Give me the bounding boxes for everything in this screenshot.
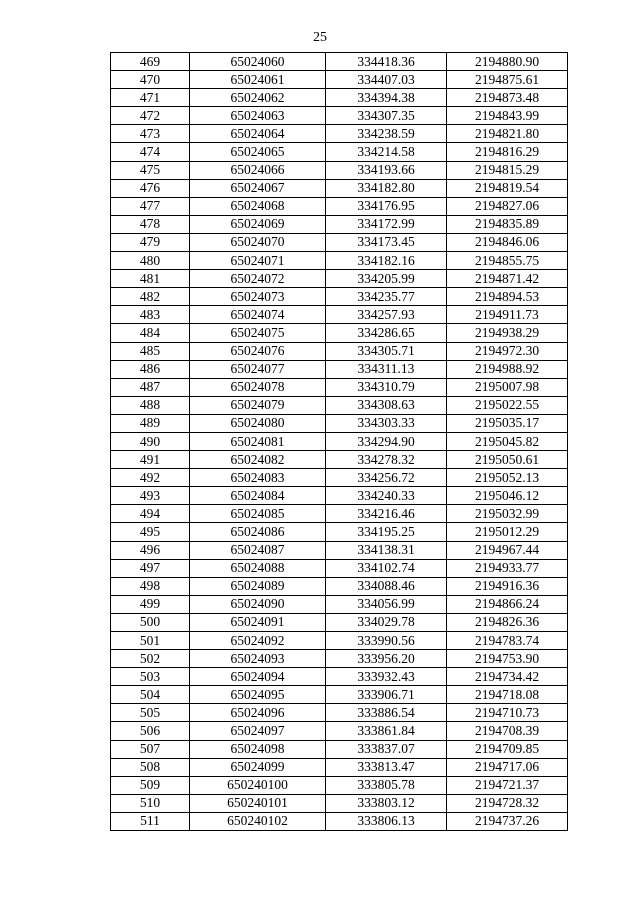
table-row xyxy=(111,161,568,179)
code-cell: 650240101 xyxy=(190,794,326,812)
x-coordinate-cell: 334182.16 xyxy=(326,252,447,270)
table-row xyxy=(111,360,568,378)
point-number-cell: 504 xyxy=(111,686,190,704)
y-coordinate-cell: 2194753.90 xyxy=(447,650,568,668)
x-coordinate-cell: 334418.36 xyxy=(326,53,447,71)
code-cell: 65024076 xyxy=(190,342,326,360)
y-coordinate-cell: 2194826.36 xyxy=(447,613,568,631)
x-coordinate-cell: 334256.72 xyxy=(326,469,447,487)
point-number-cell: 469 xyxy=(111,53,190,71)
point-number-cell: 495 xyxy=(111,523,190,541)
table-row xyxy=(111,215,568,233)
point-number-cell: 511 xyxy=(111,812,190,830)
x-coordinate-cell: 334088.46 xyxy=(326,577,447,595)
y-coordinate-cell: 2194967.44 xyxy=(447,541,568,559)
x-coordinate-cell: 333806.13 xyxy=(326,812,447,830)
y-coordinate-cell: 2194737.26 xyxy=(447,812,568,830)
table-row xyxy=(111,451,568,469)
y-coordinate-cell: 2195012.29 xyxy=(447,523,568,541)
x-coordinate-cell: 334303.33 xyxy=(326,414,447,432)
table-row xyxy=(111,758,568,776)
x-coordinate-cell: 334195.25 xyxy=(326,523,447,541)
table-row xyxy=(111,740,568,758)
code-cell: 65024060 xyxy=(190,53,326,71)
y-coordinate-cell: 2195032.99 xyxy=(447,505,568,523)
x-coordinate-cell: 334176.95 xyxy=(326,197,447,215)
y-coordinate-cell: 2194873.48 xyxy=(447,89,568,107)
code-cell: 65024071 xyxy=(190,252,326,270)
code-cell: 65024081 xyxy=(190,432,326,450)
code-cell: 65024068 xyxy=(190,197,326,215)
point-number-cell: 494 xyxy=(111,505,190,523)
x-coordinate-cell: 334257.93 xyxy=(326,306,447,324)
code-cell: 65024085 xyxy=(190,505,326,523)
x-coordinate-cell: 334394.38 xyxy=(326,89,447,107)
point-number-cell: 508 xyxy=(111,758,190,776)
table-row xyxy=(111,559,568,577)
table-row xyxy=(111,179,568,197)
code-cell: 65024091 xyxy=(190,613,326,631)
point-number-cell: 486 xyxy=(111,360,190,378)
point-number-cell: 496 xyxy=(111,541,190,559)
y-coordinate-cell: 2194816.29 xyxy=(447,143,568,161)
table-row xyxy=(111,541,568,559)
table-row xyxy=(111,577,568,595)
code-cell: 65024097 xyxy=(190,722,326,740)
table-row xyxy=(111,668,568,686)
code-cell: 65024075 xyxy=(190,324,326,342)
code-cell: 65024073 xyxy=(190,288,326,306)
table-row xyxy=(111,143,568,161)
point-number-cell: 481 xyxy=(111,270,190,288)
x-coordinate-cell: 334307.35 xyxy=(326,107,447,125)
y-coordinate-cell: 2194894.53 xyxy=(447,288,568,306)
point-number-cell: 477 xyxy=(111,197,190,215)
y-coordinate-cell: 2194871.42 xyxy=(447,270,568,288)
code-cell: 65024077 xyxy=(190,360,326,378)
code-cell: 65024083 xyxy=(190,469,326,487)
y-coordinate-cell: 2194783.74 xyxy=(447,632,568,650)
x-coordinate-cell: 334214.58 xyxy=(326,143,447,161)
code-cell: 65024064 xyxy=(190,125,326,143)
table-row xyxy=(111,306,568,324)
y-coordinate-cell: 2194916.36 xyxy=(447,577,568,595)
y-coordinate-cell: 2194855.75 xyxy=(447,252,568,270)
x-coordinate-cell: 334173.45 xyxy=(326,233,447,251)
table-row xyxy=(111,252,568,270)
y-coordinate-cell: 2194911.73 xyxy=(447,306,568,324)
table-row xyxy=(111,432,568,450)
code-cell: 65024086 xyxy=(190,523,326,541)
table-row xyxy=(111,125,568,143)
y-coordinate-cell: 2195022.55 xyxy=(447,396,568,414)
point-number-cell: 472 xyxy=(111,107,190,125)
code-cell: 65024090 xyxy=(190,595,326,613)
x-coordinate-cell: 334311.13 xyxy=(326,360,447,378)
table-row xyxy=(111,613,568,631)
code-cell: 65024067 xyxy=(190,179,326,197)
x-coordinate-cell: 334193.66 xyxy=(326,161,447,179)
table-row xyxy=(111,650,568,668)
point-number-cell: 488 xyxy=(111,396,190,414)
code-cell: 65024080 xyxy=(190,414,326,432)
table-row xyxy=(111,794,568,812)
point-number-cell: 478 xyxy=(111,215,190,233)
y-coordinate-cell: 2194938.29 xyxy=(447,324,568,342)
y-coordinate-cell: 2194721.37 xyxy=(447,776,568,794)
x-coordinate-cell: 334235.77 xyxy=(326,288,447,306)
point-number-cell: 490 xyxy=(111,432,190,450)
y-coordinate-cell: 2194734.42 xyxy=(447,668,568,686)
table-row xyxy=(111,233,568,251)
coordinates-table xyxy=(110,52,568,831)
code-cell: 650240100 xyxy=(190,776,326,794)
point-number-cell: 498 xyxy=(111,577,190,595)
y-coordinate-cell: 2194718.08 xyxy=(447,686,568,704)
table-row xyxy=(111,53,568,71)
y-coordinate-cell: 2194866.24 xyxy=(447,595,568,613)
code-cell: 65024063 xyxy=(190,107,326,125)
point-number-cell: 509 xyxy=(111,776,190,794)
point-number-cell: 501 xyxy=(111,632,190,650)
x-coordinate-cell: 334172.99 xyxy=(326,215,447,233)
point-number-cell: 474 xyxy=(111,143,190,161)
x-coordinate-cell: 333990.56 xyxy=(326,632,447,650)
x-coordinate-cell: 334205.99 xyxy=(326,270,447,288)
point-number-cell: 475 xyxy=(111,161,190,179)
point-number-cell: 492 xyxy=(111,469,190,487)
x-coordinate-cell: 333861.84 xyxy=(326,722,447,740)
point-number-cell: 482 xyxy=(111,288,190,306)
code-cell: 65024062 xyxy=(190,89,326,107)
table-row xyxy=(111,704,568,722)
code-cell: 65024088 xyxy=(190,559,326,577)
code-cell: 65024070 xyxy=(190,233,326,251)
x-coordinate-cell: 334029.78 xyxy=(326,613,447,631)
point-number-cell: 476 xyxy=(111,179,190,197)
y-coordinate-cell: 2195052.13 xyxy=(447,469,568,487)
table-row xyxy=(111,487,568,505)
x-coordinate-cell: 334240.33 xyxy=(326,487,447,505)
y-coordinate-cell: 2194835.89 xyxy=(447,215,568,233)
y-coordinate-cell: 2195035.17 xyxy=(447,414,568,432)
point-number-cell: 507 xyxy=(111,740,190,758)
point-number-cell: 489 xyxy=(111,414,190,432)
x-coordinate-cell: 334056.99 xyxy=(326,595,447,613)
point-number-cell: 484 xyxy=(111,324,190,342)
code-cell: 65024066 xyxy=(190,161,326,179)
point-number-cell: 505 xyxy=(111,704,190,722)
table-row xyxy=(111,686,568,704)
code-cell: 65024072 xyxy=(190,270,326,288)
code-cell: 65024099 xyxy=(190,758,326,776)
table-body xyxy=(111,53,568,831)
point-number-cell: 497 xyxy=(111,559,190,577)
page-number: 25 xyxy=(313,30,327,45)
y-coordinate-cell: 2195050.61 xyxy=(447,451,568,469)
code-cell: 65024069 xyxy=(190,215,326,233)
point-number-cell: 502 xyxy=(111,650,190,668)
y-coordinate-cell: 2194717.06 xyxy=(447,758,568,776)
table-row xyxy=(111,288,568,306)
table-row xyxy=(111,270,568,288)
code-cell: 65024094 xyxy=(190,668,326,686)
x-coordinate-cell: 334407.03 xyxy=(326,71,447,89)
y-coordinate-cell: 2194843.99 xyxy=(447,107,568,125)
code-cell: 65024065 xyxy=(190,143,326,161)
code-cell: 65024096 xyxy=(190,704,326,722)
x-coordinate-cell: 334286.65 xyxy=(326,324,447,342)
x-coordinate-cell: 333837.07 xyxy=(326,740,447,758)
table-row xyxy=(111,89,568,107)
point-number-cell: 499 xyxy=(111,595,190,613)
table-row xyxy=(111,324,568,342)
y-coordinate-cell: 2195007.98 xyxy=(447,378,568,396)
x-coordinate-cell: 333932.43 xyxy=(326,668,447,686)
x-coordinate-cell: 333805.78 xyxy=(326,776,447,794)
code-cell: 65024092 xyxy=(190,632,326,650)
y-coordinate-cell: 2194875.61 xyxy=(447,71,568,89)
point-number-cell: 480 xyxy=(111,252,190,270)
x-coordinate-cell: 333906.71 xyxy=(326,686,447,704)
x-coordinate-cell: 334278.32 xyxy=(326,451,447,469)
y-coordinate-cell: 2194710.73 xyxy=(447,704,568,722)
point-number-cell: 473 xyxy=(111,125,190,143)
table-row xyxy=(111,71,568,89)
code-cell: 650240102 xyxy=(190,812,326,830)
point-number-cell: 506 xyxy=(111,722,190,740)
y-coordinate-cell: 2194988.92 xyxy=(447,360,568,378)
y-coordinate-cell: 2195046.12 xyxy=(447,487,568,505)
table-row xyxy=(111,342,568,360)
y-coordinate-cell: 2194708.39 xyxy=(447,722,568,740)
x-coordinate-cell: 333956.20 xyxy=(326,650,447,668)
point-number-cell: 479 xyxy=(111,233,190,251)
code-cell: 65024061 xyxy=(190,71,326,89)
x-coordinate-cell: 334102.74 xyxy=(326,559,447,577)
code-cell: 65024089 xyxy=(190,577,326,595)
table-row xyxy=(111,197,568,215)
code-cell: 65024079 xyxy=(190,396,326,414)
x-coordinate-cell: 334182.80 xyxy=(326,179,447,197)
code-cell: 65024078 xyxy=(190,378,326,396)
code-cell: 65024093 xyxy=(190,650,326,668)
table-row xyxy=(111,107,568,125)
table-row xyxy=(111,396,568,414)
code-cell: 65024095 xyxy=(190,686,326,704)
table-row xyxy=(111,595,568,613)
x-coordinate-cell: 334310.79 xyxy=(326,378,447,396)
code-cell: 65024098 xyxy=(190,740,326,758)
x-coordinate-cell: 334238.59 xyxy=(326,125,447,143)
y-coordinate-cell: 2195045.82 xyxy=(447,432,568,450)
table-row xyxy=(111,812,568,830)
table-row xyxy=(111,722,568,740)
table-row xyxy=(111,378,568,396)
x-coordinate-cell: 334294.90 xyxy=(326,432,447,450)
table-row xyxy=(111,469,568,487)
point-number-cell: 510 xyxy=(111,794,190,812)
y-coordinate-cell: 2194972.30 xyxy=(447,342,568,360)
point-number-cell: 485 xyxy=(111,342,190,360)
x-coordinate-cell: 333813.47 xyxy=(326,758,447,776)
table-row xyxy=(111,414,568,432)
y-coordinate-cell: 2194880.90 xyxy=(447,53,568,71)
x-coordinate-cell: 333803.12 xyxy=(326,794,447,812)
y-coordinate-cell: 2194819.54 xyxy=(447,179,568,197)
point-number-cell: 471 xyxy=(111,89,190,107)
x-coordinate-cell: 334216.46 xyxy=(326,505,447,523)
x-coordinate-cell: 334308.63 xyxy=(326,396,447,414)
x-coordinate-cell: 334305.71 xyxy=(326,342,447,360)
y-coordinate-cell: 2194709.85 xyxy=(447,740,568,758)
point-number-cell: 493 xyxy=(111,487,190,505)
table-row xyxy=(111,776,568,794)
point-number-cell: 470 xyxy=(111,71,190,89)
table-row xyxy=(111,505,568,523)
table-row xyxy=(111,523,568,541)
code-cell: 65024084 xyxy=(190,487,326,505)
code-cell: 65024074 xyxy=(190,306,326,324)
code-cell: 65024082 xyxy=(190,451,326,469)
y-coordinate-cell: 2194821.80 xyxy=(447,125,568,143)
x-coordinate-cell: 333886.54 xyxy=(326,704,447,722)
table-row xyxy=(111,632,568,650)
code-cell: 65024087 xyxy=(190,541,326,559)
point-number-cell: 487 xyxy=(111,378,190,396)
point-number-cell: 500 xyxy=(111,613,190,631)
y-coordinate-cell: 2194846.06 xyxy=(447,233,568,251)
y-coordinate-cell: 2194933.77 xyxy=(447,559,568,577)
point-number-cell: 483 xyxy=(111,306,190,324)
y-coordinate-cell: 2194728.32 xyxy=(447,794,568,812)
y-coordinate-cell: 2194827.06 xyxy=(447,197,568,215)
point-number-cell: 503 xyxy=(111,668,190,686)
x-coordinate-cell: 334138.31 xyxy=(326,541,447,559)
y-coordinate-cell: 2194815.29 xyxy=(447,161,568,179)
point-number-cell: 491 xyxy=(111,451,190,469)
